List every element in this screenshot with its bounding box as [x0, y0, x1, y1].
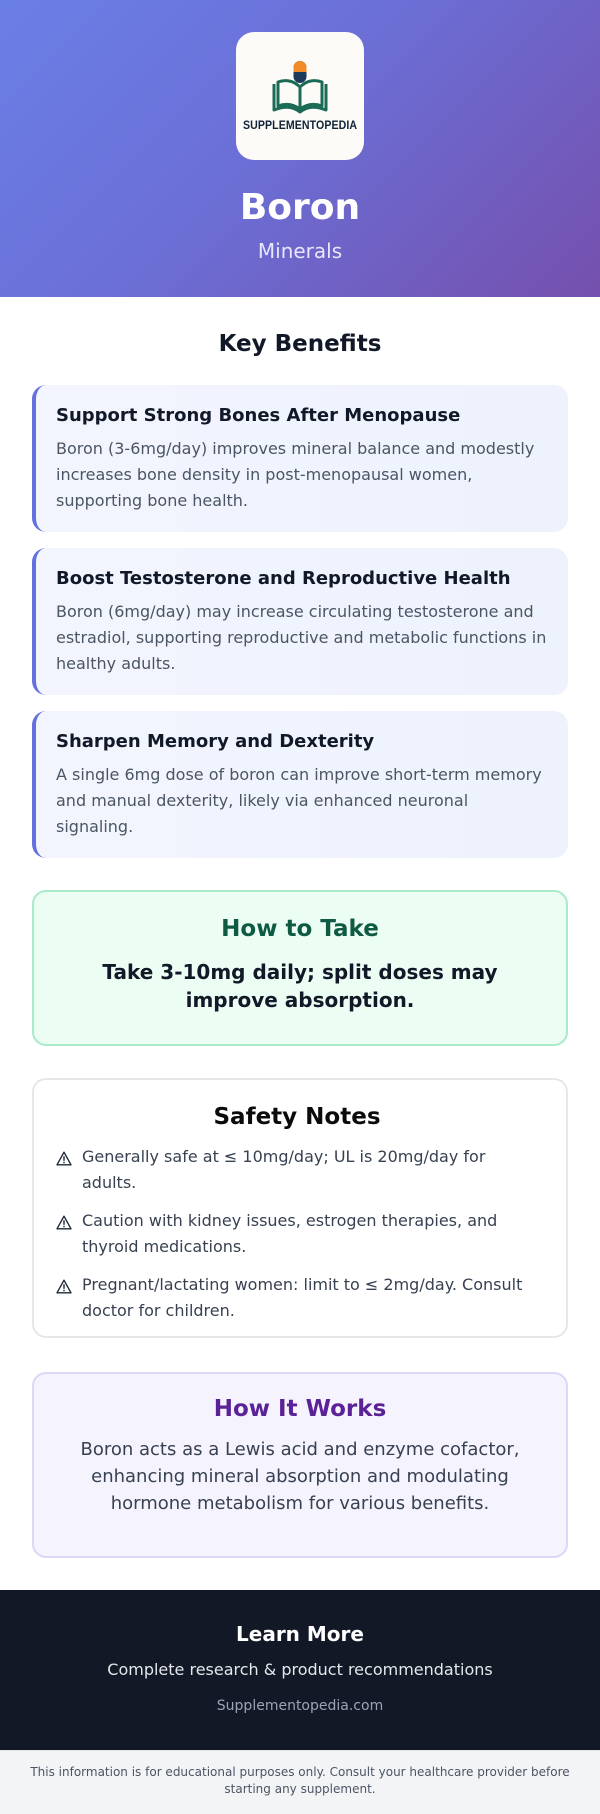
disclaimer: This information is for educational purposes only. Consult your healthcare provider before starting any supplement.: [0, 1750, 600, 1814]
benefit-title: Boost Testosterone and Reproductive Health: [56, 568, 511, 589]
supplementopedia-logo: [236, 32, 364, 160]
warning-icon: [56, 1279, 82, 1298]
page-title: Boron: [239, 187, 361, 228]
safety-item: [56, 1144, 538, 1196]
benefit-card: [32, 711, 568, 858]
book-capsule-icon: [268, 60, 332, 116]
safety-notes-title: Safety Notes: [213, 1104, 381, 1130]
benefit-text: Boron (3-6mg/day) improves mineral balance and modestly increases bone density in post-menopausal women, supporting bone health.: [56, 439, 535, 510]
how-it-works-title: How It Works: [213, 1396, 387, 1422]
learn-more-subtitle: Complete research & product recommendations: [107, 1660, 493, 1679]
safety-notes-card: [32, 1078, 568, 1338]
how-it-works-text: Boron acts as a Lewis acid and enzyme cofactor, enhancing mineral absorption and modulating hormone metabolism for various benefits.: [80, 1439, 520, 1514]
benefit-text: A single 6mg dose of boron can improve short-term memory and manual dexterity, likely via enhanced neuronal signaling.: [56, 765, 542, 836]
safety-item-text: Pregnant/lactating women: limit to ≤ 2mg/day. Consult doctor for children.: [82, 1275, 523, 1320]
how-it-works-card: [32, 1372, 568, 1558]
category-label: Minerals: [257, 239, 343, 264]
benefit-text: Boron (6mg/day) may increase circulating testosterone and estradiol, supporting reproductive and metabolic functions in healthy adults.: [56, 602, 547, 673]
hero-header: [0, 0, 600, 297]
how-to-take-title: How to Take: [221, 916, 379, 942]
website-link[interactable]: Supplementopedia.com: [216, 1698, 384, 1714]
benefit-title: Sharpen Memory and Dexterity: [56, 731, 375, 752]
safety-list: [56, 1144, 538, 1324]
safety-item-text: Generally safe at ≤ 10mg/day; UL is 20mg/day for adults.: [82, 1147, 486, 1192]
safety-item: [56, 1272, 538, 1324]
benefit-card: [32, 548, 568, 695]
main-content: [0, 331, 600, 1558]
warning-icon: [56, 1151, 82, 1170]
learn-more-footer: [0, 1590, 600, 1750]
safety-item: [56, 1208, 538, 1260]
safety-item-text: Caution with kidney issues, estrogen therapies, and thyroid medications.: [82, 1211, 498, 1256]
logo-wordmark: SUPPLEMENTOPEDIA: [242, 120, 358, 132]
benefit-card: [32, 385, 568, 532]
how-to-take-card: [32, 890, 568, 1046]
warning-icon: [56, 1215, 82, 1234]
learn-more-title: Learn More: [236, 1622, 364, 1646]
key-benefits-heading: Key Benefits: [218, 331, 382, 357]
benefit-title: Support Strong Bones After Menopause: [56, 405, 461, 426]
how-to-take-text: Take 3-10mg daily; split doses may improve absorption.: [102, 960, 498, 1012]
benefits-list: [32, 385, 568, 858]
